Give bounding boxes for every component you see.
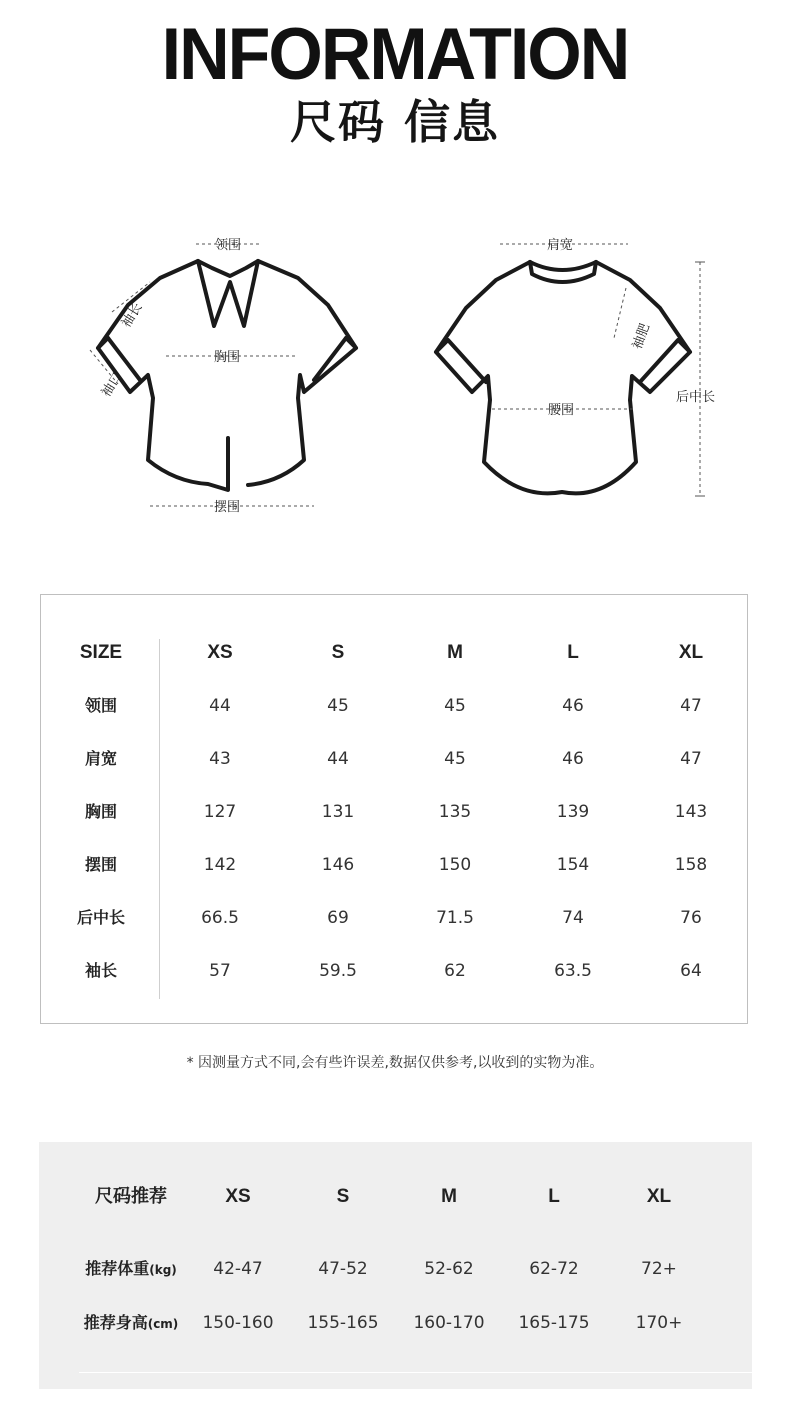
table-row xyxy=(41,797,749,827)
weight-value: 72+ xyxy=(641,1259,677,1279)
table-row xyxy=(41,903,749,933)
row-divider xyxy=(79,1372,752,1373)
table-cell: 146 xyxy=(321,855,355,875)
recommend-header-label: 尺码推荐 xyxy=(95,1186,167,1207)
table-row xyxy=(41,744,749,774)
table-cell: 142 xyxy=(203,855,237,875)
page-title-chinese: 尺码 信息 xyxy=(289,95,500,149)
size-header-label: SIZE xyxy=(79,642,123,663)
recommend-header-row xyxy=(39,1180,752,1214)
garment-measurement-diagram xyxy=(0,220,790,530)
table-cell: 59.5 xyxy=(319,961,357,981)
recommend-size-xs: XS xyxy=(225,1186,251,1207)
recommend-size-xl: XL xyxy=(646,1186,672,1207)
table-cell: 47 xyxy=(680,749,702,769)
label-cuff: 袖口 xyxy=(98,369,126,400)
recommend-weight-row xyxy=(39,1252,752,1286)
size-chart-table xyxy=(40,594,748,1024)
table-cell: 57 xyxy=(209,961,231,981)
table-cell: 45 xyxy=(327,696,349,716)
row-label: 肩宽 xyxy=(84,749,117,768)
table-cell: 46 xyxy=(562,696,584,716)
label-hem: 摆围 xyxy=(214,500,241,515)
table-cell: 44 xyxy=(209,696,231,716)
measurement-disclaimer: * 因测量方式不同,会有些许误差,数据仅供参考,以收到的实物为准。 xyxy=(186,1055,604,1071)
size-header-xl: XL xyxy=(678,642,704,663)
recommend-size-s: S xyxy=(336,1186,350,1207)
table-cell: 66.5 xyxy=(201,908,239,928)
weight-value: 42-47 xyxy=(213,1259,263,1279)
table-header-row xyxy=(41,638,749,668)
size-header-m: M xyxy=(447,642,463,663)
size-header-s: S xyxy=(331,642,345,663)
table-cell: 45 xyxy=(444,696,466,716)
weight-unit: (kg) xyxy=(149,1263,177,1277)
table-cell: 76 xyxy=(680,908,702,928)
label-neck: 领围 xyxy=(215,238,242,253)
front-shirt-outline xyxy=(98,261,356,490)
height-value: 165-175 xyxy=(518,1313,590,1333)
row-label: 后中长 xyxy=(76,908,125,927)
height-label xyxy=(66,1306,196,1340)
table-cell: 158 xyxy=(674,855,708,875)
table-cell: 63.5 xyxy=(554,961,592,981)
size-header-l: L xyxy=(567,642,579,663)
table-cell: 45 xyxy=(444,749,466,769)
page-title-english: INFORMATION xyxy=(161,13,629,95)
height-value: 160-170 xyxy=(413,1313,485,1333)
row-label: 袖长 xyxy=(84,961,117,980)
table-cell: 150 xyxy=(438,855,472,875)
table-cell: 74 xyxy=(562,908,584,928)
height-value: 150-160 xyxy=(202,1313,274,1333)
label-chest: 胸围 xyxy=(214,350,241,365)
weight-value: 47-52 xyxy=(318,1259,368,1279)
weight-value: 62-72 xyxy=(529,1259,579,1279)
table-cell: 69 xyxy=(327,908,349,928)
label-shoulder: 肩宽 xyxy=(547,238,574,253)
size-recommendation-panel xyxy=(39,1142,752,1389)
table-row xyxy=(41,850,749,880)
table-cell: 135 xyxy=(438,802,472,822)
table-cell: 62 xyxy=(444,961,466,981)
height-value: 155-165 xyxy=(307,1313,379,1333)
table-cell: 127 xyxy=(203,802,237,822)
height-unit: (cm) xyxy=(147,1317,179,1331)
table-cell: 43 xyxy=(209,749,231,769)
back-shirt-outline xyxy=(436,262,690,493)
recommend-height-row xyxy=(39,1306,752,1340)
label-sleeve-length: 袖长 xyxy=(119,300,146,331)
row-label: 胸围 xyxy=(84,802,117,821)
table-cell: 139 xyxy=(556,802,590,822)
weight-value: 52-62 xyxy=(424,1259,474,1279)
table-row xyxy=(41,956,749,986)
table-cell: 46 xyxy=(562,749,584,769)
height-label-text: 推荐身高 xyxy=(83,1313,148,1332)
table-cell: 47 xyxy=(680,696,702,716)
table-cell: 71.5 xyxy=(436,908,474,928)
weight-label xyxy=(66,1252,196,1286)
weight-label-text: 推荐体重 xyxy=(85,1259,150,1278)
size-header-xs: XS xyxy=(207,642,233,663)
label-waist: 腰围 xyxy=(548,403,575,418)
label-bicep: 袖肥 xyxy=(630,321,654,352)
back-dimension-lines xyxy=(492,244,700,496)
table-cell: 44 xyxy=(327,749,349,769)
table-cell: 131 xyxy=(321,802,355,822)
table-cell: 64 xyxy=(680,961,702,981)
height-value: 170+ xyxy=(635,1313,683,1333)
table-cell: 154 xyxy=(556,855,590,875)
row-label: 摆围 xyxy=(84,855,117,874)
table-cell: 143 xyxy=(674,802,708,822)
row-label: 领围 xyxy=(84,696,117,715)
recommend-size-m: M xyxy=(441,1186,457,1207)
label-back-length: 后中长 xyxy=(676,390,716,405)
recommend-size-l: L xyxy=(548,1186,560,1207)
table-row xyxy=(41,691,749,721)
